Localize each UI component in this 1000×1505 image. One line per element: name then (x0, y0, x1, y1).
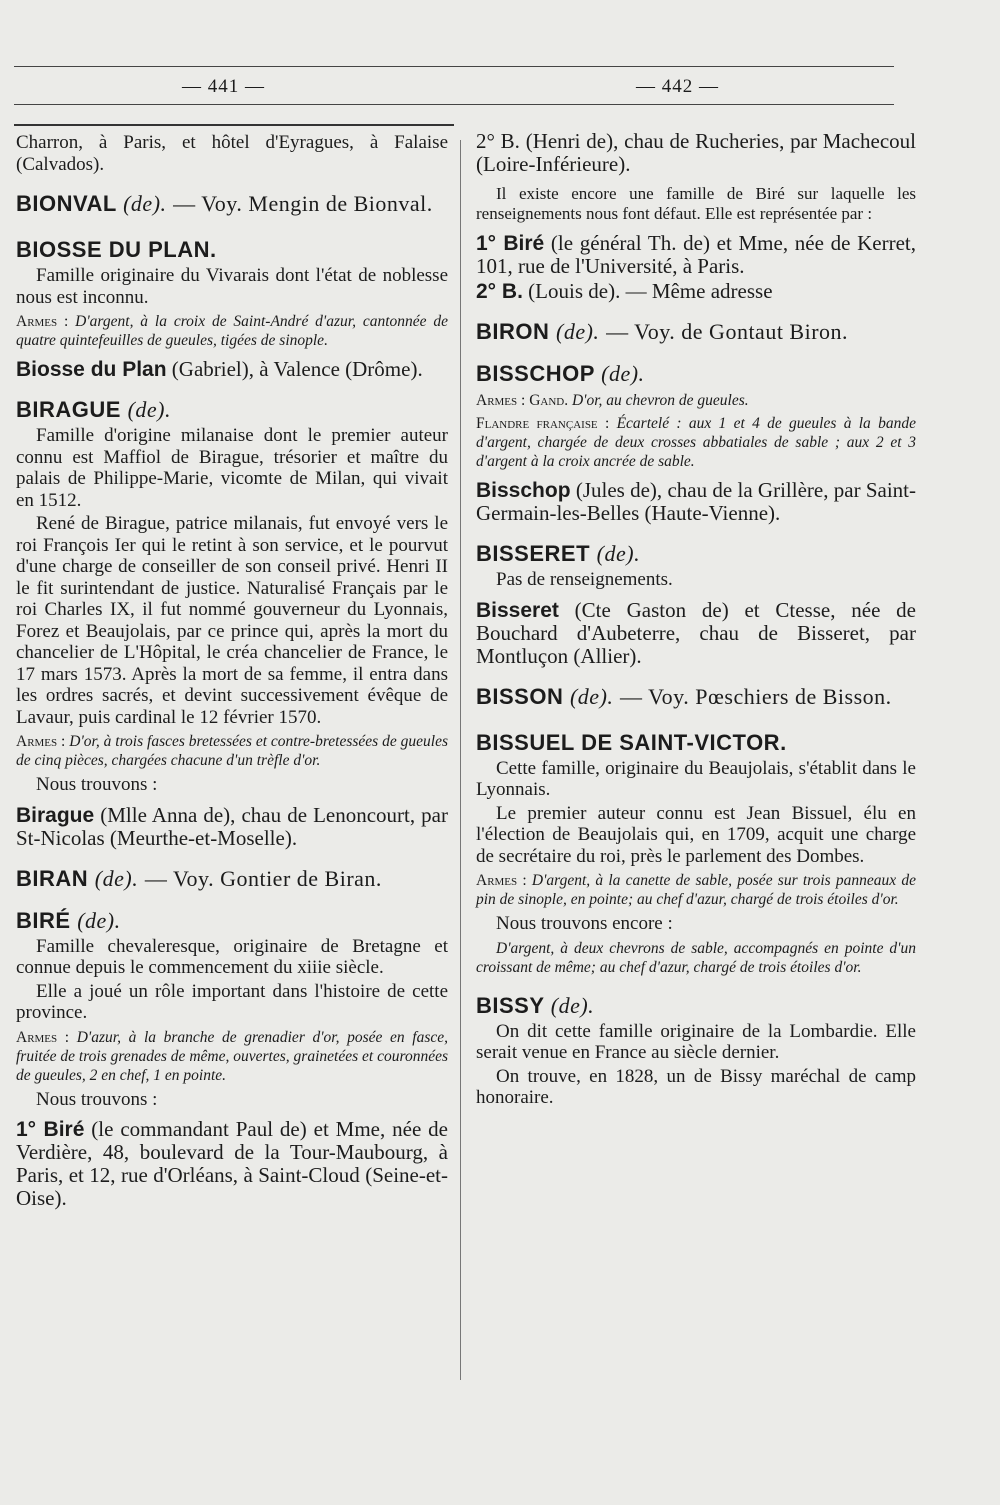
entry-details: (le général Th. de) et Mme, née de Kerret, 101, rue de l'Université, à Paris. (476, 231, 917, 278)
family-history: Le premier auteur connu est Jean Bissuel, élu en l'élection de Beaujolais qui, en 1709, acquit une charge de secrétaire du roi, près le parlement des Dombes. (476, 802, 916, 867)
heading-particle: (de). (556, 319, 600, 344)
cross-reference: — Voy. de Gontaut Biron. (606, 319, 849, 344)
heading-biosse-du-plan: BIOSSE DU PLAN. (16, 237, 217, 262)
nous-trouvons: Nous trouvons : (36, 1088, 158, 1110)
arms-label: Armes : (476, 872, 527, 889)
family-description: Cette famille, originaire du Beaujolais, s'établit dans le Lyonnais. (476, 757, 916, 800)
entry-name: Bisseret (476, 598, 559, 622)
entry-name: 1° Biré (476, 232, 545, 255)
family-entry (476, 280, 916, 303)
entry-name: 1° Biré (16, 1118, 85, 1141)
arms-blazon (16, 732, 448, 770)
arms-blazon (16, 312, 448, 350)
family-description: Famille chevaleresque, originaire de Bretagne et connue depuis le commencement du xiiie siècle. (16, 935, 448, 978)
entry-details: (Cte Gaston de) et Ctesse, née de Bouchard d'Aubeterre, chau de Bisseret, par Montluçon (Allier). (476, 597, 916, 668)
arms-text: D'argent, à deux chevrons de sable, accompagnés en pointe d'un croissant de même; au chef d'azur, chargé de trois étoiles d'or. (476, 939, 916, 976)
arms-blazon-flandre (476, 414, 916, 471)
family-history: On trouve, en 1828, un de Bissy maréchal de camp honoraire. (476, 1065, 916, 1108)
nous-trouvons: Nous trouvons : (36, 774, 158, 795)
heading-name: BIRAGUE (16, 397, 121, 422)
heading-name: BISSON (476, 683, 564, 709)
left-header-rule (14, 124, 454, 126)
heading-bisseret (476, 541, 916, 567)
arms-blazon (16, 1028, 448, 1085)
heading-name: BIRON (476, 319, 550, 344)
entry-name: Birague (16, 803, 95, 827)
family-history: René de Birague, patrice milanais, fut envoyé vers le roi François Ier qui le retint à son service, et le pourvut d'une charge de conseiller de son conseil privé. Henri II le fit surintendant de justice. Naturalisé Français par le roi Charles IX, il fut nommé gouverneur du Lyonnais, Forez et Beaujolais, par ce prince qui, après la mort du chancelier de L'Hôpital, le créa chancelier de France, le 17 mars 1573. Après la mort de sa femme, il entra dans les ordres sacrés, et devint successivement évêque de Lavaur, puis cardinal le 12 février 1570. (16, 513, 448, 728)
heading-name: BIRÉ (16, 907, 71, 933)
arms-blazon-alternate (476, 939, 916, 977)
arms-text: D'argent, à la canette de sable, posée sur trois panneaux de pin de sinople, en pointe; au chef d'azur, chargé de trois étoiles d'or. (476, 872, 916, 908)
family-entry (476, 232, 916, 278)
family-history: Elle a joué un rôle important dans l'histoire de cette province. (16, 980, 448, 1023)
heading-birague (16, 397, 448, 423)
family-entry (16, 804, 448, 850)
cross-reference: — Voy. Mengin de Bionval. (173, 191, 433, 216)
family-description: On dit cette famille originaire de la Lombardie. Elle serait venue en France au siècle dernier. (476, 1020, 916, 1063)
heading-name: BIRAN (16, 865, 89, 891)
family-entry (16, 1118, 448, 1210)
cross-reference: — Voy. Pœschiers de Bisson. (620, 683, 892, 709)
entry-details: (Mlle Anna de), chau de Lenoncourt, par St-Nicolas (Meurthe-et-Moselle). (16, 802, 448, 850)
heading-particle: (de). (596, 541, 641, 566)
arms-label: Flandre française : (476, 415, 610, 432)
family-note: Il existe encore une famille de Biré sur laquelle les renseignements nous font défaut. Elle est représentée par : (476, 184, 916, 223)
continued-text: Charron, à Paris, et hôtel d'Eyragues, à Falaise (Calvados). (16, 132, 448, 175)
heading-particle: (de). (550, 992, 595, 1018)
arms-label: Armes : (16, 1028, 70, 1046)
arms-text: D'argent, à la croix de Saint-André d'azur, cantonnée de quatre quintefeuilles de gueules, tigées de sinople. (16, 313, 448, 349)
heading-particle: (de). (77, 907, 121, 933)
heading-particle: (de). (123, 191, 167, 216)
family-description: Famille originaire du Vivarais dont l'état de noblesse nous est inconnu. (16, 265, 448, 308)
entry-name: 2° B. (476, 280, 523, 303)
heading-name: BIONVAL (16, 191, 117, 216)
arms-text: Écartelé : aux 1 et 4 de gueules à la bande d'argent, chargée de deux crosses abbatiales de sable ; aux 2 et 3 d'argent à la croix ancrée de sable. (476, 415, 916, 470)
cross-reference: — Voy. Gontier de Biran. (144, 865, 382, 891)
entry-details: (Louis de). — Même adresse (528, 279, 773, 303)
header-rule (14, 104, 894, 105)
entry-name: Biosse du Plan (16, 358, 167, 381)
heading-bissuel-de-saint-victor: BISSUEL DE SAINT-VICTOR. (476, 729, 787, 755)
right-column (476, 130, 916, 1111)
arms-text: D'or, au chevron de gueules. (571, 392, 749, 409)
family-entry (476, 599, 916, 668)
heading-bire (16, 908, 448, 934)
arms-label: Armes : (16, 313, 69, 330)
heading-biron (476, 319, 916, 345)
no-information: Pas de renseignements. (496, 569, 673, 590)
heading-particle: (de). (601, 361, 645, 386)
entry-details: (Gabriel), à Valence (Drôme). (171, 357, 423, 381)
entry-details: (Jules de), chau de la Grillère, par Saint-Germain-les-Belles (Haute-Vienne). (476, 478, 917, 525)
family-entry (476, 479, 916, 525)
page-number-left: — 441 — (182, 76, 265, 97)
arms-blazon (476, 871, 916, 909)
column-separator (460, 140, 461, 1380)
heading-biran (16, 866, 448, 892)
heading-name: BISSERET (476, 541, 591, 566)
entry-name: Bisschop (476, 479, 571, 502)
arms-label: Armes : Gand. (476, 392, 569, 409)
heading-name: BISSY (476, 992, 545, 1018)
family-entry (16, 358, 448, 381)
family-entry: 2° B. (Henri de), chau de Rucheries, par Machecoul (Loire-Inférieure). (476, 129, 916, 176)
heading-particle: (de). (569, 683, 614, 709)
family-description: Famille d'origine milanaise dont le premier auteur connu est Maffiol de Birague, trésorier et maître du palais de Philippe-Marie, vicomte de Milan, qui vivait en 1512. (16, 425, 448, 511)
heading-particle: (de). (127, 397, 171, 422)
arms-text: D'or, à trois fasces bretessées et contre-bretessées de gueules de cinq pièces, chargées chacune d'un trèfle d'or. (16, 733, 448, 769)
arms-label: Armes : (16, 733, 66, 750)
nous-trouvons-encore: Nous trouvons encore : (496, 913, 673, 934)
heading-bissy (476, 993, 916, 1019)
left-column (16, 130, 448, 1210)
heading-bisson (476, 684, 916, 710)
entry-details: (le commandant Paul de) et Mme, née de Verdière, 48, boulevard de la Tour-Maubourg, à Paris, et 12, rue d'Orléans, à Saint-Cloud (Seine-et-Oise). (16, 1117, 448, 1210)
page-number-right: — 442 — (636, 76, 719, 97)
heading-bionval (16, 191, 448, 217)
heading-particle: (de). (94, 865, 139, 891)
heading-bisschop (476, 361, 916, 387)
arms-text: D'azur, à la branche de grenadier d'or, posée en fasce, fruitée de trois grenades de même, ouvertes, grainetées et couronnées de gueules, 2 en chef, 1 en pointe. (16, 1028, 448, 1084)
top-rule (14, 66, 894, 67)
heading-name: BISSCHOP (476, 361, 595, 386)
arms-blazon (476, 391, 916, 410)
